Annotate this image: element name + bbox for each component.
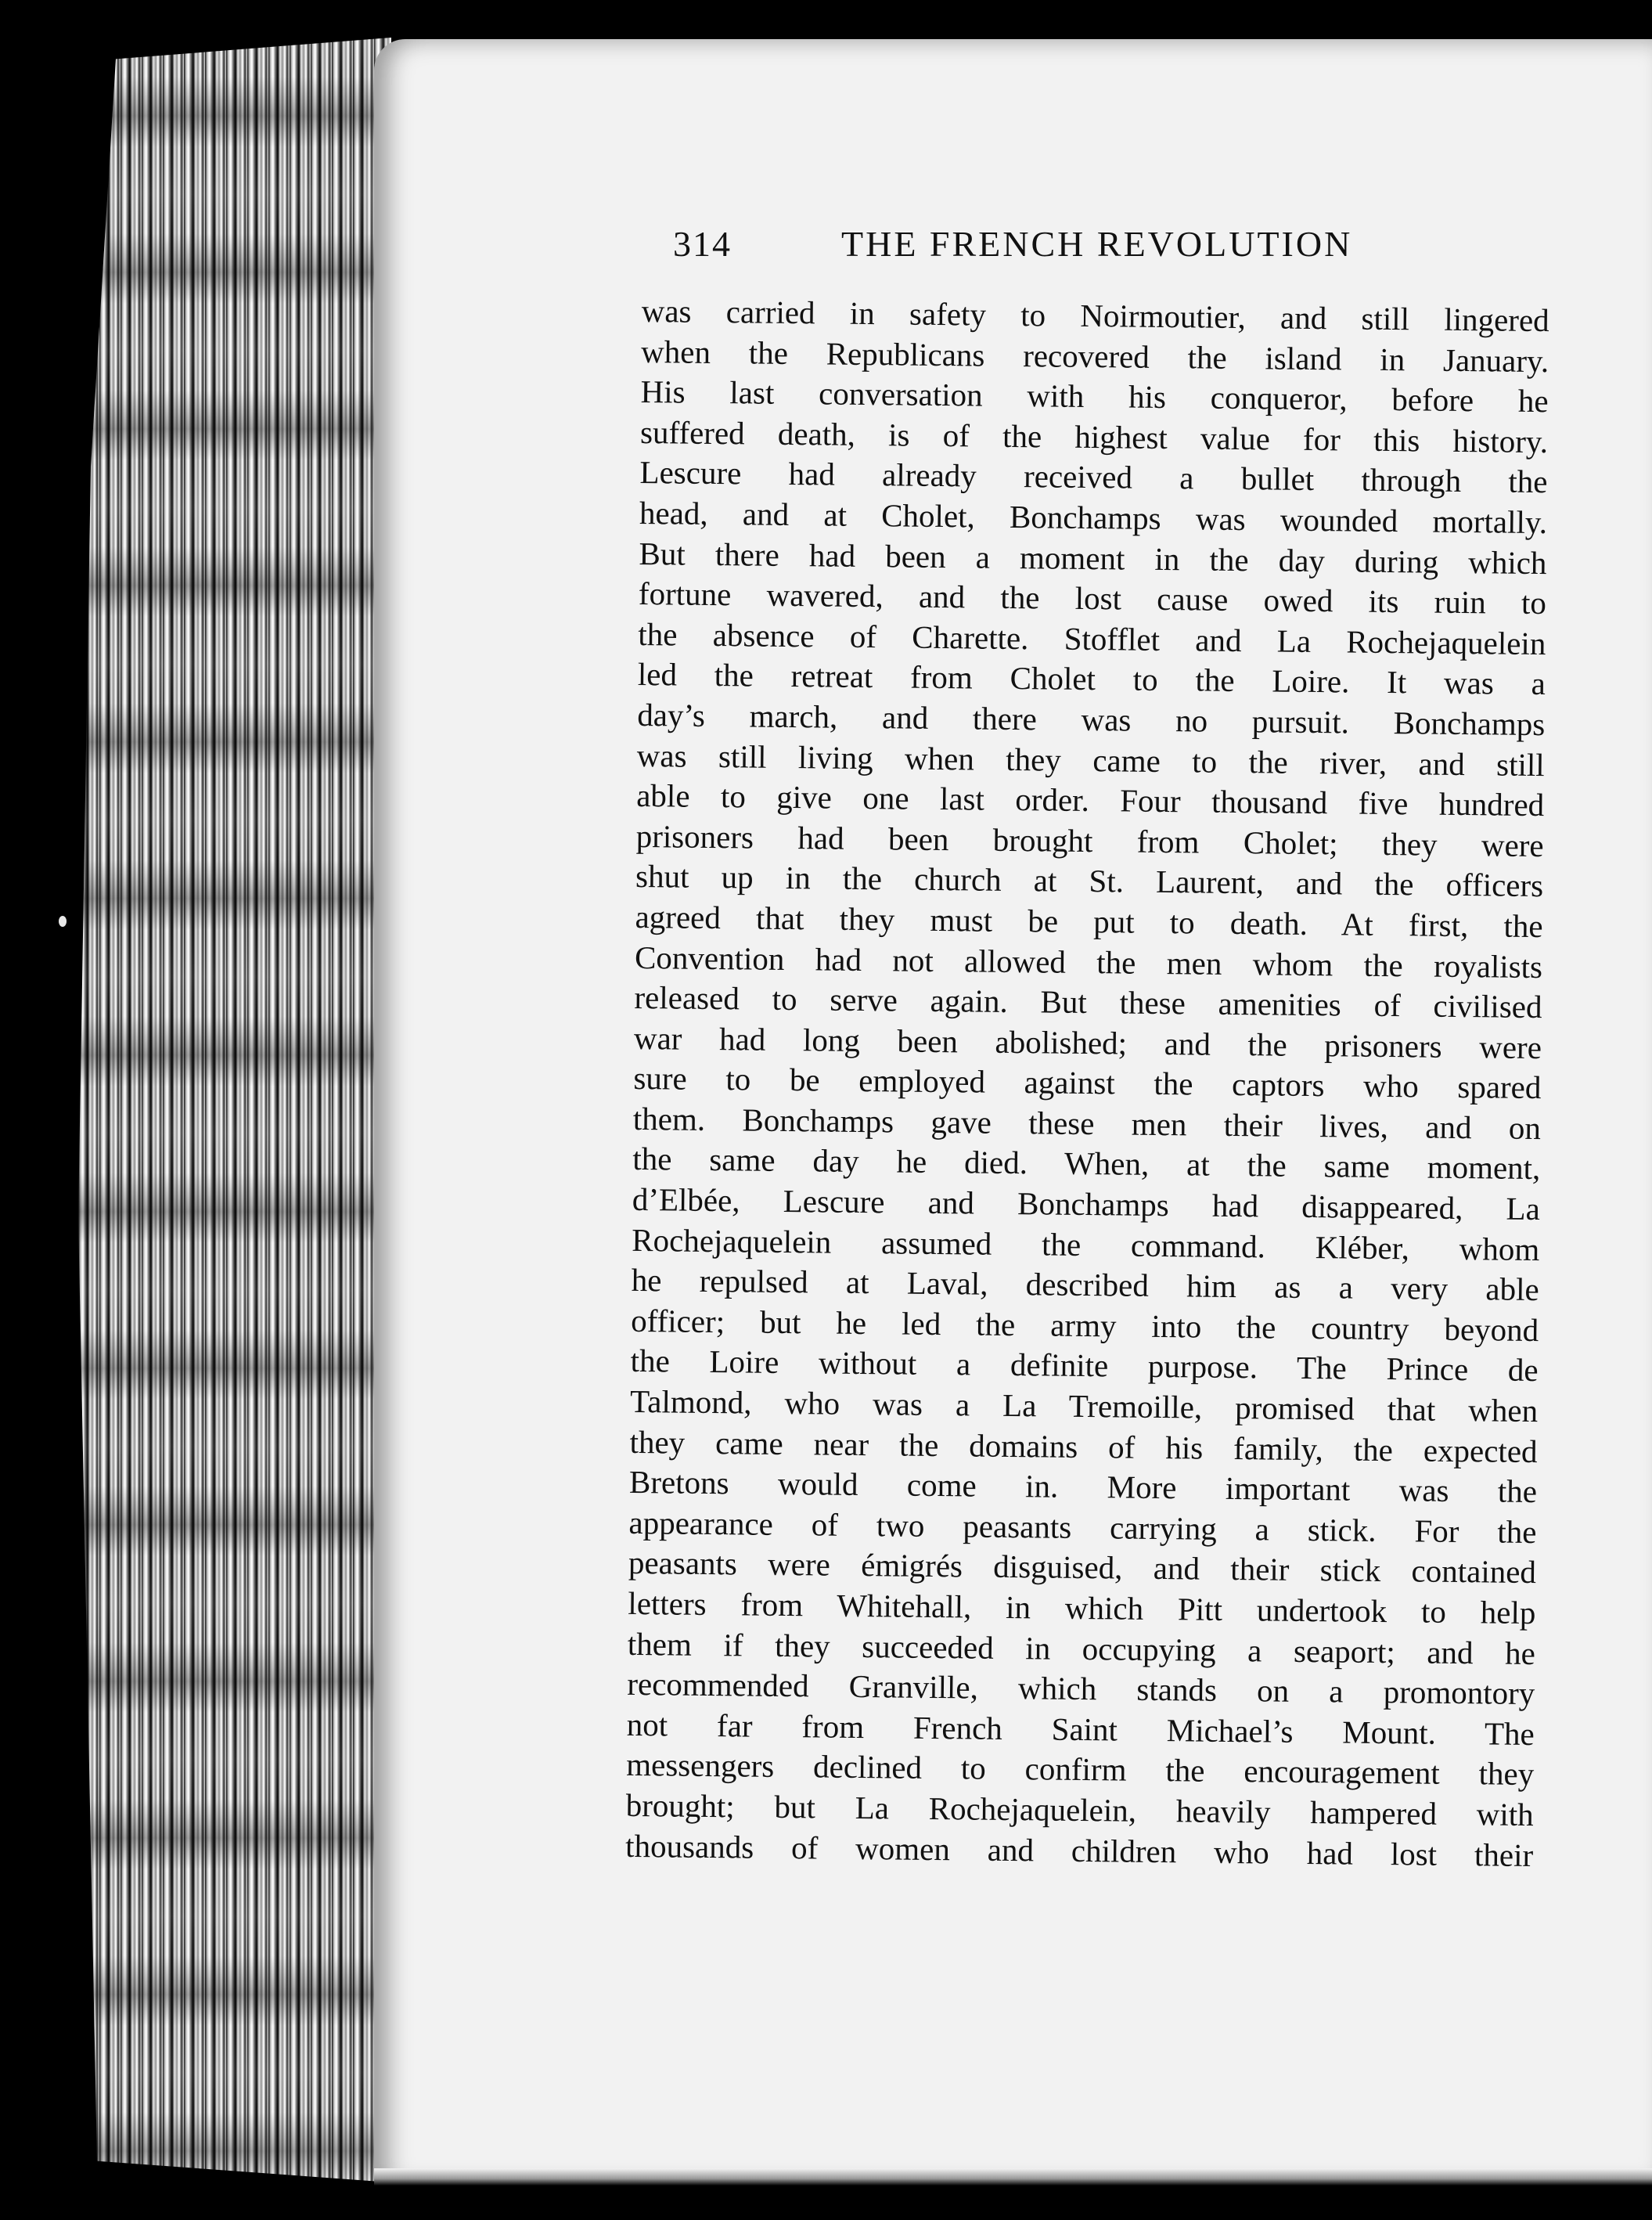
text-line: was carried in safety to Noirmoutier, and still lingered — [641, 292, 1549, 339]
text-line: His last conversation with his conqueror, before he — [640, 373, 1549, 420]
running-head: THE FRENCH REVOLUTION — [841, 224, 1353, 264]
text-line: But there had been a moment in the day during which — [639, 535, 1547, 581]
text-line: shut up in the church at St. Laurent, and the officers — [635, 858, 1544, 904]
text-line: Convention had not allowed the men whom the royalists — [634, 939, 1543, 985]
text-line: led the retreat from Cholet to the Loire. It was a — [637, 656, 1546, 702]
text-line: Rochejaquelein assumed the command. Kléber, whom — [632, 1221, 1540, 1267]
text-line: he repulsed at Laval, described him as a very able — [631, 1262, 1539, 1308]
text-line: head, and at Cholet, Bonchamps was wounded mortally. — [639, 494, 1548, 541]
text-line: fortune wavered, and the lost cause owed its ruin to — [638, 575, 1547, 622]
body-text — [625, 291, 1549, 1876]
page-header — [673, 223, 1549, 278]
text-line: the same day he died. When, at the same moment, — [632, 1141, 1541, 1187]
text-line: released to serve again. But these amenities of civilised — [634, 979, 1542, 1025]
text-line: day’s march, and there was no pursuit. Bonchamps — [637, 696, 1546, 743]
text-line: they came near the domains of his family, the expected — [629, 1423, 1538, 1469]
text-line: them if they succeeded in occupying a seaport; and he — [627, 1625, 1536, 1671]
scan-speck — [59, 916, 67, 927]
text-line: able to give one last order. Four thousand five hundred — [636, 777, 1545, 823]
text-line: thousands of women and children who had lost their — [624, 1827, 1534, 1873]
text-line: prisoners had been brought from Cholet; they were — [635, 817, 1544, 863]
text-line: when the Republicans recovered the island in January. — [640, 333, 1549, 379]
text-line: the absence of Charette. Stofflet and La Rochejaquelein — [638, 615, 1546, 661]
text-line: recommended Granville, which stands on a promontory — [627, 1666, 1535, 1712]
text-line: messengers declined to confirm the encouragement they — [626, 1746, 1535, 1793]
text-line: agreed that they must be put to death. At first, the — [635, 898, 1543, 945]
text-line: was still living when they came to the river, and still — [636, 737, 1545, 783]
text-line: the Loire without a definite purpose. The Prince de — [630, 1342, 1539, 1389]
text-line: sure to be employed against the captors who spared — [633, 1060, 1542, 1106]
text-line: officer; but he led the army into the country beyond — [630, 1302, 1539, 1348]
text-line: Talmond, who was a La Tremoille, promised that when — [629, 1382, 1539, 1429]
text-line: not far from French Saint Michael’s Mount. The — [626, 1706, 1535, 1752]
text-line: war had long been abolished; and the prisoners were — [633, 1019, 1542, 1065]
page-bottom-edge — [374, 2168, 1652, 2186]
text-line: Bretons would come in. More important was the — [628, 1464, 1538, 1510]
text-line: peasants were émigrés disguised, and their stick contained — [628, 1544, 1537, 1591]
text-line: letters from Whitehall, in which Pitt undertook to help — [628, 1584, 1536, 1631]
text-line: brought; but La Rochejaquelein, heavily hampered with — [625, 1786, 1534, 1833]
fore-edge-shading — [78, 38, 391, 2182]
text-line: them. Bonchamps gave these men their lives, and on — [632, 1100, 1542, 1146]
page-number: 314 — [673, 224, 732, 264]
text-line: appearance of two peasants carrying a stick. For the — [628, 1504, 1537, 1550]
text-line: Lescure had already received a bullet through the — [639, 454, 1548, 500]
text-line: d’Elbée, Lescure and Bonchamps had disappeared, La — [632, 1181, 1541, 1227]
text-line: suffered death, is of the highest value for this history. — [639, 413, 1549, 459]
